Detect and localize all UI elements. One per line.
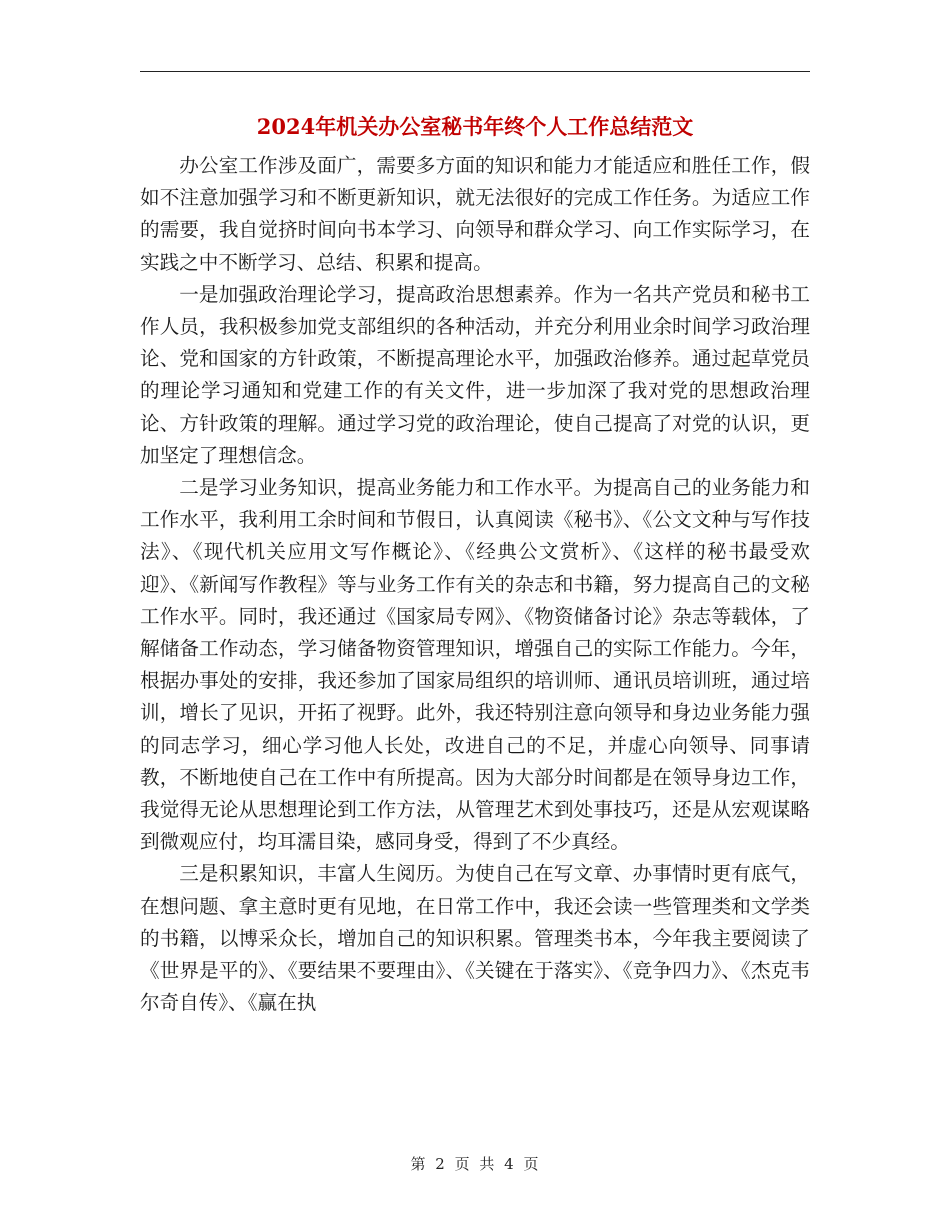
paragraph-intro: 办公室工作涉及面广，需要多方面的知识和能力才能适应和胜任工作，假如不注意加强学习和不断更新知识，就无法很好的完成工作任务。为适应工作的需要，我自觉挤时间向书本学习、向领导和群众学习、向工作实际学习，在实践之中不断学习、总结、积累和提高。 xyxy=(140,154,810,274)
header-rule xyxy=(140,71,810,72)
paragraph-political-study: 一是加强政治理论学习，提高政治思想素养。作为一名共产党员和秘书工作人员，我积极参加党支部组织的各种活动，并充分利用业余时间学习政治理论、党和国家的方针政策，不断提高理论水平，加强政治修养。通过起草党员的理论学习通知和党建工作的有关文件，进一步加深了我对党的思想政治理论、方针政策的理解。通过学习党的政治理论，使自己提高了对党的认识，更加坚定了理想信念。 xyxy=(140,282,810,467)
document-title: 2024年机关办公室秘书年终个人工作总结范文 xyxy=(256,114,694,139)
paragraph-knowledge-accumulation: 三是积累知识，丰富人生阅历。为使自己在写文章、办事情时更有底气，在想问题、拿主意时更有见地，在日常工作中，我还会读一些管理类和文学类的书籍，以博采众长，增加自己的知识积累。管理类书本，今年我主要阅读了《世界是平的》、《要结果不要理由》、《关键在于落实》、《竞争四力》、《杰克韦尔奇自传》、《赢在执 xyxy=(140,862,810,1015)
paragraph-business-study: 二是学习业务知识，提高业务能力和工作水平。为提高自己的业务能力和工作水平，我利用工余时间和节假日，认真阅读《秘书》、《公文文种与写作技法》、《现代机关应用文写作概论》、《经典公文赏析》、《这样的秘书最受欢迎》、《新闻写作教程》等与业务工作有关的杂志和书籍，努力提高自己的文秘工作水平。同时，我还通过《国家局专网》、《物资储备讨论》杂志等载体，了解储备工作动态，学习储备物资管理知识，增强自己的实际工作能力。今年，根据办事处的安排，我还参加了国家局组织的培训师、通讯员培训班，通过培训，增长了见识，开拓了视野。此外，我还特别注意向领导和身边业务能力强的同志学习，细心学习他人长处，改进自己的不足，并虚心向领导、同事请教，不断地使自己在工作中有所提高。因为大部分时间都是在领导身边工作，我觉得无论从思想理论到工作方法，从管理艺术到处事技巧，还是从宏观谋略到微观应付，均耳濡目染，感同身受，得到了不少真经。 xyxy=(140,476,810,854)
page-number: 第 2 页 共 4 页 xyxy=(410,1155,540,1173)
document-body xyxy=(140,150,810,1019)
